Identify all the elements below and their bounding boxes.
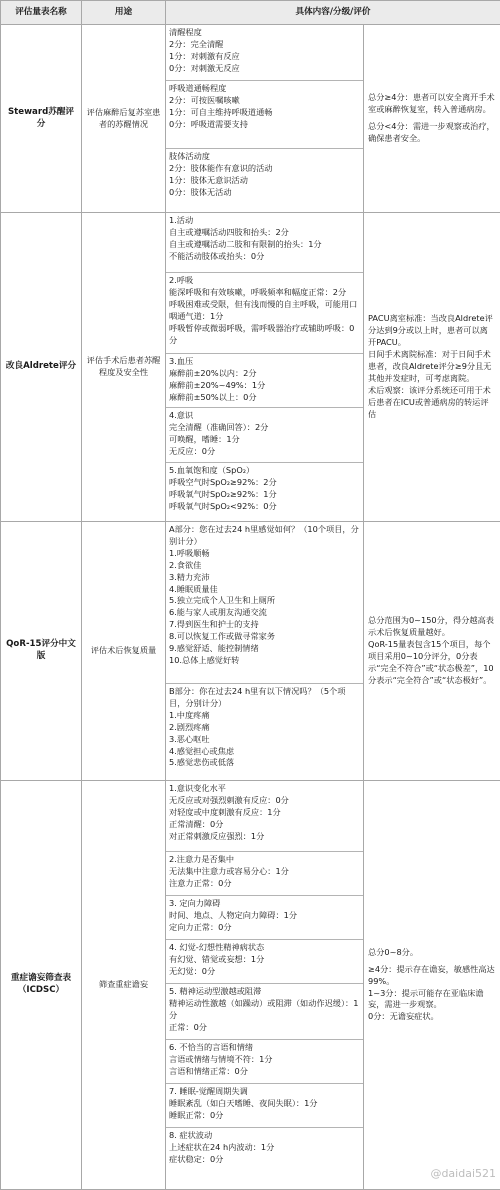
section-item: 对轻度或中度刺激有反应：1分 bbox=[169, 807, 360, 819]
content-section bbox=[166, 273, 363, 354]
scale-content bbox=[166, 213, 364, 522]
section-title: 呼吸道通畅程度 bbox=[169, 83, 360, 95]
section-title: 1.意识变化水平 bbox=[169, 783, 360, 795]
content-section bbox=[166, 984, 363, 1040]
table-row bbox=[1, 213, 500, 522]
section-item: 2.食欲佳 bbox=[169, 560, 360, 572]
section-item: 9.感觉舒适、能控制情绪 bbox=[169, 643, 360, 655]
section-title: 8. 症状波动 bbox=[169, 1130, 360, 1142]
section-item: 10.总体上感觉好转 bbox=[169, 655, 360, 667]
content-section bbox=[166, 25, 363, 81]
evaluation-text: QoR-15量表包含15个项目，每个项目采用0~10分评分，0分表示“完全不符合”或“状态极差”，10分表示“完全符合”或“状态极好”。 bbox=[368, 639, 496, 687]
section-item: 4.睡眠质量佳 bbox=[169, 584, 360, 596]
scale-purpose: 评估术后恢复质量 bbox=[82, 522, 166, 781]
section-item: 言语和情绪正常：0分 bbox=[169, 1066, 360, 1078]
scale-evaluation bbox=[364, 213, 500, 522]
scale-name: 重症谵妄筛查表（ICDSC） bbox=[1, 781, 82, 1190]
section-title: 5. 精神运动型激越或阻滞 bbox=[169, 986, 360, 998]
section-title: 3. 定向力障碍 bbox=[169, 898, 360, 910]
scale-purpose: 筛查重症谵妄 bbox=[82, 781, 166, 1190]
section-item: 5.感觉悲伤或低落 bbox=[169, 757, 360, 769]
section-item: 无反应：0分 bbox=[169, 446, 360, 458]
section-item: 4.感觉担心或焦虑 bbox=[169, 746, 360, 758]
section-item: 完全清醒（准确回答）：2分 bbox=[169, 422, 360, 434]
section-item: 2分：可按医嘱咳嗽 bbox=[169, 95, 360, 107]
section-item: 不能活动肢体或抬头：0分 bbox=[169, 251, 360, 263]
section-item: 呼吸困难或受限，但有浅而慢的自主呼吸，可能用口咽通气道：1分 bbox=[169, 299, 360, 323]
scale-content bbox=[166, 25, 364, 213]
evaluation-text: 总分范围为0~150分，得分越高表示术后恢复质量越好。 bbox=[368, 615, 496, 639]
content-section bbox=[166, 852, 363, 896]
scale-purpose: 评估手术后患者苏醒程度及安全性 bbox=[82, 213, 166, 522]
section-title: 6. 不恰当的言语和情绪 bbox=[169, 1042, 360, 1054]
section-title: A部分：您在过去24 h里感觉如何？（10个项目，分别计分） bbox=[169, 524, 360, 548]
content-section bbox=[166, 1084, 363, 1128]
section-title: 7. 睡眠-觉醒周期失调 bbox=[169, 1086, 360, 1098]
section-title: 2.注意力是否集中 bbox=[169, 854, 360, 866]
content-section bbox=[166, 522, 363, 684]
section-item: 言语或情绪与情境不符：1分 bbox=[169, 1054, 360, 1066]
table-row bbox=[1, 781, 500, 1190]
section-item: 有幻觉、错觉或妄想：1分 bbox=[169, 954, 360, 966]
section-item: 7.得到医生和护士的支持 bbox=[169, 619, 360, 631]
section-item: 定向力正常：0分 bbox=[169, 922, 360, 934]
section-item: 正常：0分 bbox=[169, 1022, 360, 1034]
header-content: 具体内容/分级/评价 bbox=[166, 1, 500, 25]
section-item: 睡眠正常：0分 bbox=[169, 1110, 360, 1122]
section-title: 4.意识 bbox=[169, 410, 360, 422]
scale-evaluation bbox=[364, 781, 500, 1190]
scale-content bbox=[166, 781, 364, 1190]
section-item: 能深呼吸和有效咳嗽，呼吸频率和幅度正常：2分 bbox=[169, 287, 360, 299]
section-item: 自主或遵嘱活动二肢和有限制的抬头：1分 bbox=[169, 239, 360, 251]
scale-name: 改良Aldrete评分 bbox=[1, 213, 82, 522]
section-item: 1分：肢体无意识活动 bbox=[169, 175, 360, 187]
section-title: 4. 幻觉-幻想性精神病状态 bbox=[169, 942, 360, 954]
section-item: 呼吸暂停或微弱呼吸，需呼吸器治疗或辅助呼吸：0分 bbox=[169, 323, 360, 347]
evaluation-text: 总分<4分：需进一步观察或治疗，确保患者安全。 bbox=[368, 121, 496, 145]
table-row bbox=[1, 522, 500, 781]
section-title: 3.血压 bbox=[169, 356, 360, 368]
content-section bbox=[166, 463, 363, 521]
section-item: 0分：对刺激无反应 bbox=[169, 63, 360, 75]
section-title: 2.呼吸 bbox=[169, 275, 360, 287]
section-item: 麻醉前±20%以内：2分 bbox=[169, 368, 360, 380]
evaluation-text: 术后观察：该评分系统还可用于术后患者在ICU或普通病房的转运评估 bbox=[368, 385, 496, 421]
section-item: 1.中度疼痛 bbox=[169, 710, 360, 722]
section-item: 可唤醒，嗜睡：1分 bbox=[169, 434, 360, 446]
section-item: 0分：呼吸道需要支持 bbox=[169, 119, 360, 131]
section-item: 5.独立完成个人卫生和上厕所 bbox=[169, 595, 360, 607]
content-section bbox=[166, 81, 363, 149]
scale-evaluation bbox=[364, 25, 500, 213]
section-item: 1分：对刺激有反应 bbox=[169, 51, 360, 63]
evaluation-text: 总分≥4分：患者可以安全离开手术室或麻醉恢复室，转入普通病房。 bbox=[368, 92, 496, 116]
content-section bbox=[166, 354, 363, 408]
section-item: 麻醉前±50%以上：0分 bbox=[169, 392, 360, 404]
evaluation-text: 1~3分：提示可能存在亚临床谵妄，需进一步观察。 bbox=[368, 988, 496, 1012]
section-title: 1.活动 bbox=[169, 215, 360, 227]
watermark: @daidai521 bbox=[430, 1167, 496, 1180]
content-section bbox=[166, 213, 363, 273]
section-item: 1分：可自主维持呼吸道通畅 bbox=[169, 107, 360, 119]
section-item: 2分：肢体能作有意识的活动 bbox=[169, 163, 360, 175]
section-title: 5.血氧饱和度（SpO₂） bbox=[169, 465, 360, 477]
section-item: 时间、地点、人物定向力障碍：1分 bbox=[169, 910, 360, 922]
section-item: 3.精力充沛 bbox=[169, 572, 360, 584]
section-item: 精神运动性激越（如躁动）或阻滞（如动作迟缓）：1分 bbox=[169, 998, 360, 1022]
section-item: 正常清醒：0分 bbox=[169, 819, 360, 831]
section-item: 1.呼吸顺畅 bbox=[169, 548, 360, 560]
evaluation-text: 总分0~8分。 bbox=[368, 947, 496, 959]
scale-name: QoR-15评分中文版 bbox=[1, 522, 82, 781]
table-row bbox=[1, 25, 500, 213]
evaluation-text: 日间手术离院标准：对于日间手术患者，改良Aldrete评分≥9分且无其他并发症时，可考虑离院。 bbox=[368, 349, 496, 385]
content-section bbox=[166, 940, 363, 984]
section-item: 8.可以恢复工作或做寻常家务 bbox=[169, 631, 360, 643]
content-section bbox=[166, 149, 363, 212]
section-item: 呼吸空气时SpO₂≥92%：2分 bbox=[169, 477, 360, 489]
section-title: 清醒程度 bbox=[169, 27, 360, 39]
content-section bbox=[166, 684, 363, 780]
section-title: B部分：你在过去24 h里有以下情况吗？（5个项目，分别计分） bbox=[169, 686, 360, 710]
content-section bbox=[166, 781, 363, 852]
evaluation-text: 0分：无谵妄症状。 bbox=[368, 1011, 496, 1023]
section-item: 麻醉前±20%~49%：1分 bbox=[169, 380, 360, 392]
evaluation-text: ≥4分：提示存在谵妄，敏感性高达99%。 bbox=[368, 964, 496, 988]
section-item: 自主或遵嘱活动四肢和抬头：2分 bbox=[169, 227, 360, 239]
content-section bbox=[166, 408, 363, 463]
header-purpose: 用途 bbox=[82, 1, 166, 25]
section-item: 睡眠紊乱（如白天嗜睡、夜间失眠）：1分 bbox=[169, 1098, 360, 1110]
scale-content bbox=[166, 522, 364, 781]
content-section bbox=[166, 1040, 363, 1084]
section-item: 上述症状在24 h内波动：1分 bbox=[169, 1142, 360, 1154]
section-item: 呼吸氧气时SpO₂<92%：0分 bbox=[169, 501, 360, 513]
section-item: 无幻觉：0分 bbox=[169, 966, 360, 978]
section-title: 肢体活动度 bbox=[169, 151, 360, 163]
scale-evaluation bbox=[364, 522, 500, 781]
scale-name: Steward苏醒评分 bbox=[1, 25, 82, 213]
section-item: 2.剧烈疼痛 bbox=[169, 722, 360, 734]
section-item: 注意力正常：0分 bbox=[169, 878, 360, 890]
content-section bbox=[166, 1128, 363, 1189]
section-item: 6.能与家人或朋友沟通交流 bbox=[169, 607, 360, 619]
section-item: 呼吸氧气时SpO₂≥92%：1分 bbox=[169, 489, 360, 501]
table-header-row bbox=[1, 1, 500, 25]
section-item: 0分：肢体无活动 bbox=[169, 187, 360, 199]
section-item: 3.恶心呕吐 bbox=[169, 734, 360, 746]
section-item: 对正常刺激反应强烈：1分 bbox=[169, 831, 360, 843]
section-item: 无法集中注意力或容易分心：1分 bbox=[169, 866, 360, 878]
section-item: 2分：完全清醒 bbox=[169, 39, 360, 51]
scale-purpose: 评估麻醉后复苏室患者的苏醒情况 bbox=[82, 25, 166, 213]
section-item: 症状稳定：0分 bbox=[169, 1154, 360, 1166]
header-scale-name: 评估量表名称 bbox=[1, 1, 82, 25]
section-item: 无反应或对强烈刺激有反应：0分 bbox=[169, 795, 360, 807]
content-section bbox=[166, 896, 363, 940]
evaluation-text: PACU离室标准：当改良Aldrete评分达到9分或以上时，患者可以离开PACU。 bbox=[368, 313, 496, 349]
